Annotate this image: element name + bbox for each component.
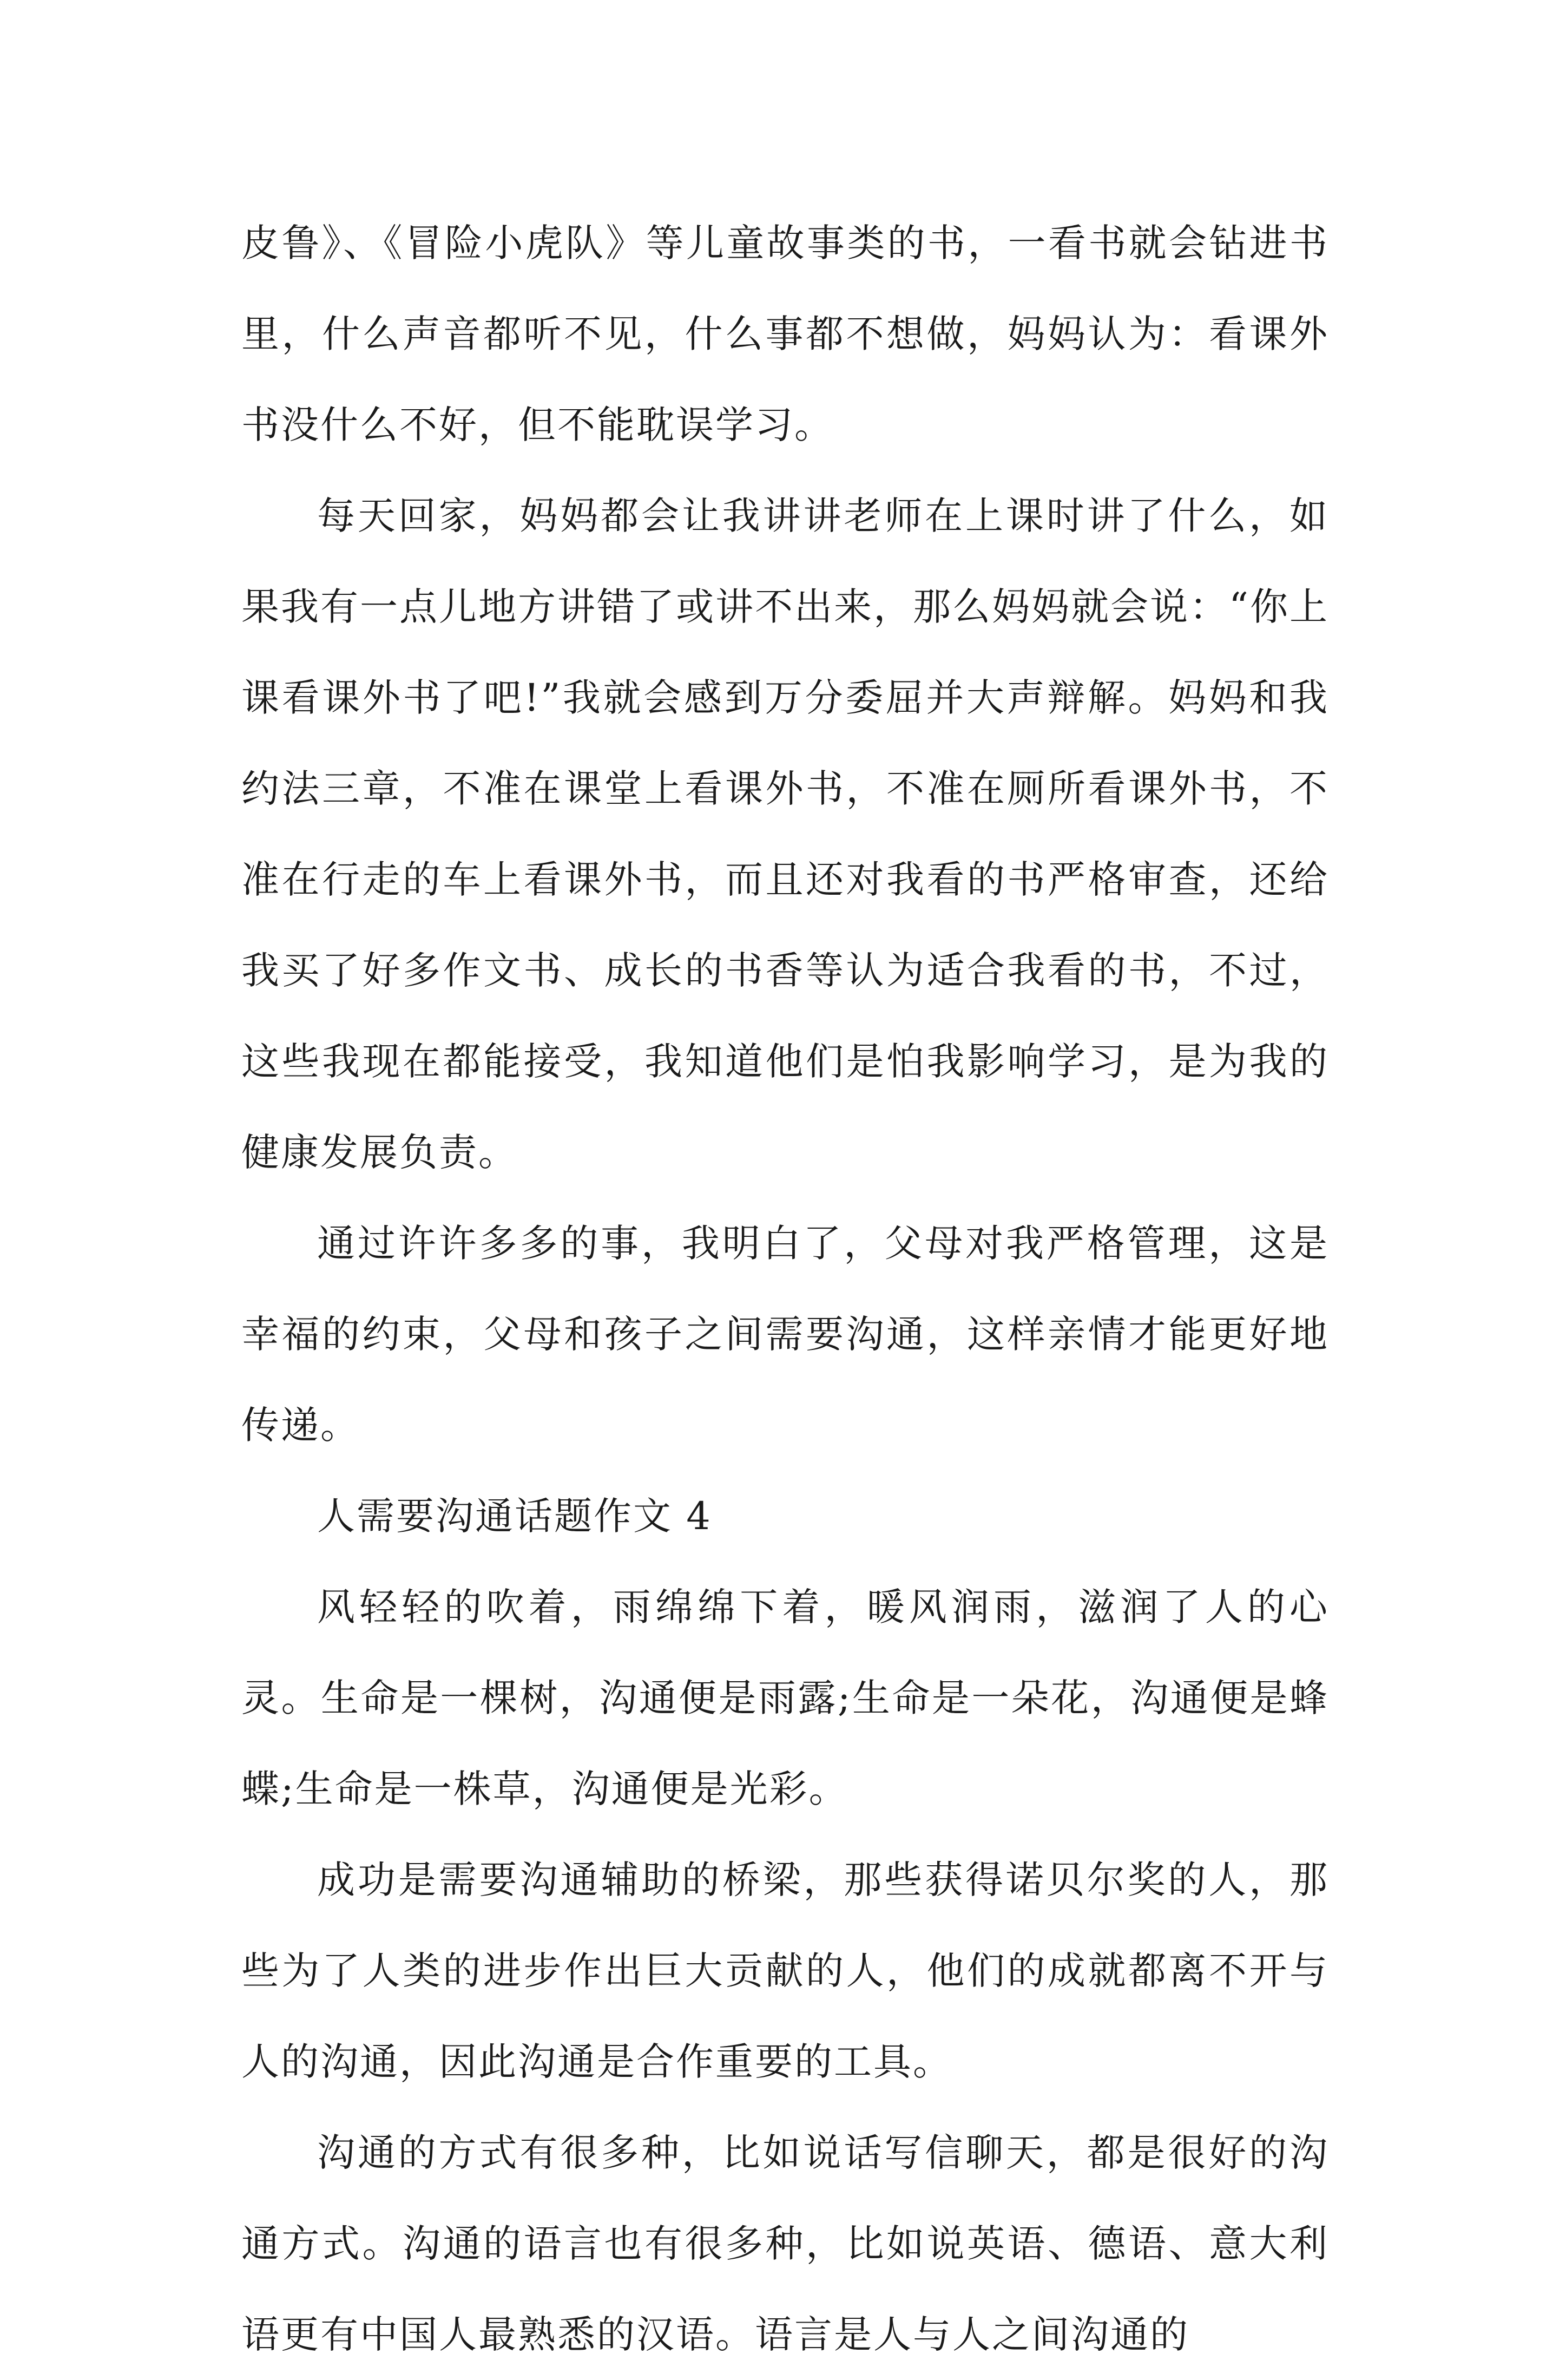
paragraph-opening: 风轻轻的吹着，雨绵绵下着，暖风润雨，滋润了人的心灵。生命是一棵树，沟通便是雨露;生命是一朵花，沟通便是蜂蝶;生命是一株草，沟通便是光彩。 — [241, 1585, 1329, 1811]
paragraph-communication-ways: 沟通的方式有很多种，比如说话写信聊天，都是很好的沟通方式。沟通的语言也有很多种，比如说英语、德语、意大利语更有中国人最熟悉的汉语。语言是人与人之间沟通的 — [241, 2130, 1329, 2357]
paragraph-continuation: 皮鲁》、《冒险小虎队》等儿童故事类的书，一看书就会钻进书里，什么声音都听不见，什么事都不想做，妈妈认为：看课外书没什么不好，但不能耽误学习。 — [241, 221, 1329, 447]
essay-heading: 人需要沟通话题作文 4 — [317, 1494, 712, 1538]
body-text — [241, 198, 1329, 2380]
paragraph-daily-review: 每天回家，妈妈都会让我讲讲老师在上课时讲了什么，如果我有一点儿地方讲错了或讲不出来，那么妈妈就会说：“你上课看课外书了吧!”我就会感到万分委屈并大声辩解。妈妈和我约法三章，不准在课堂上看课外书，不准在厕所看课外书，不准在行走的车上看课外书，而且还对我看的书严格审查，还给我买了好多作文书、成长的书香等认为适合我看的书，不过，这些我现在都能接受，我知道他们是怕我影响学习，是为我的健康发展负责。 — [241, 494, 1329, 1175]
paragraph-success-bridge: 成功是需要沟通辅助的桥梁，那些获得诺贝尔奖的人，那些为了人类的进步作出巨大贡献的人，他们的成就都离不开与人的沟通，因此沟通是合作重要的工具。 — [241, 1858, 1329, 2084]
paragraph-conclusion: 通过许许多多的事，我明白了，父母对我严格管理，这是幸福的约束，父母和孩子之间需要沟通，这样亲情才能更好地传递。 — [241, 1221, 1329, 1447]
